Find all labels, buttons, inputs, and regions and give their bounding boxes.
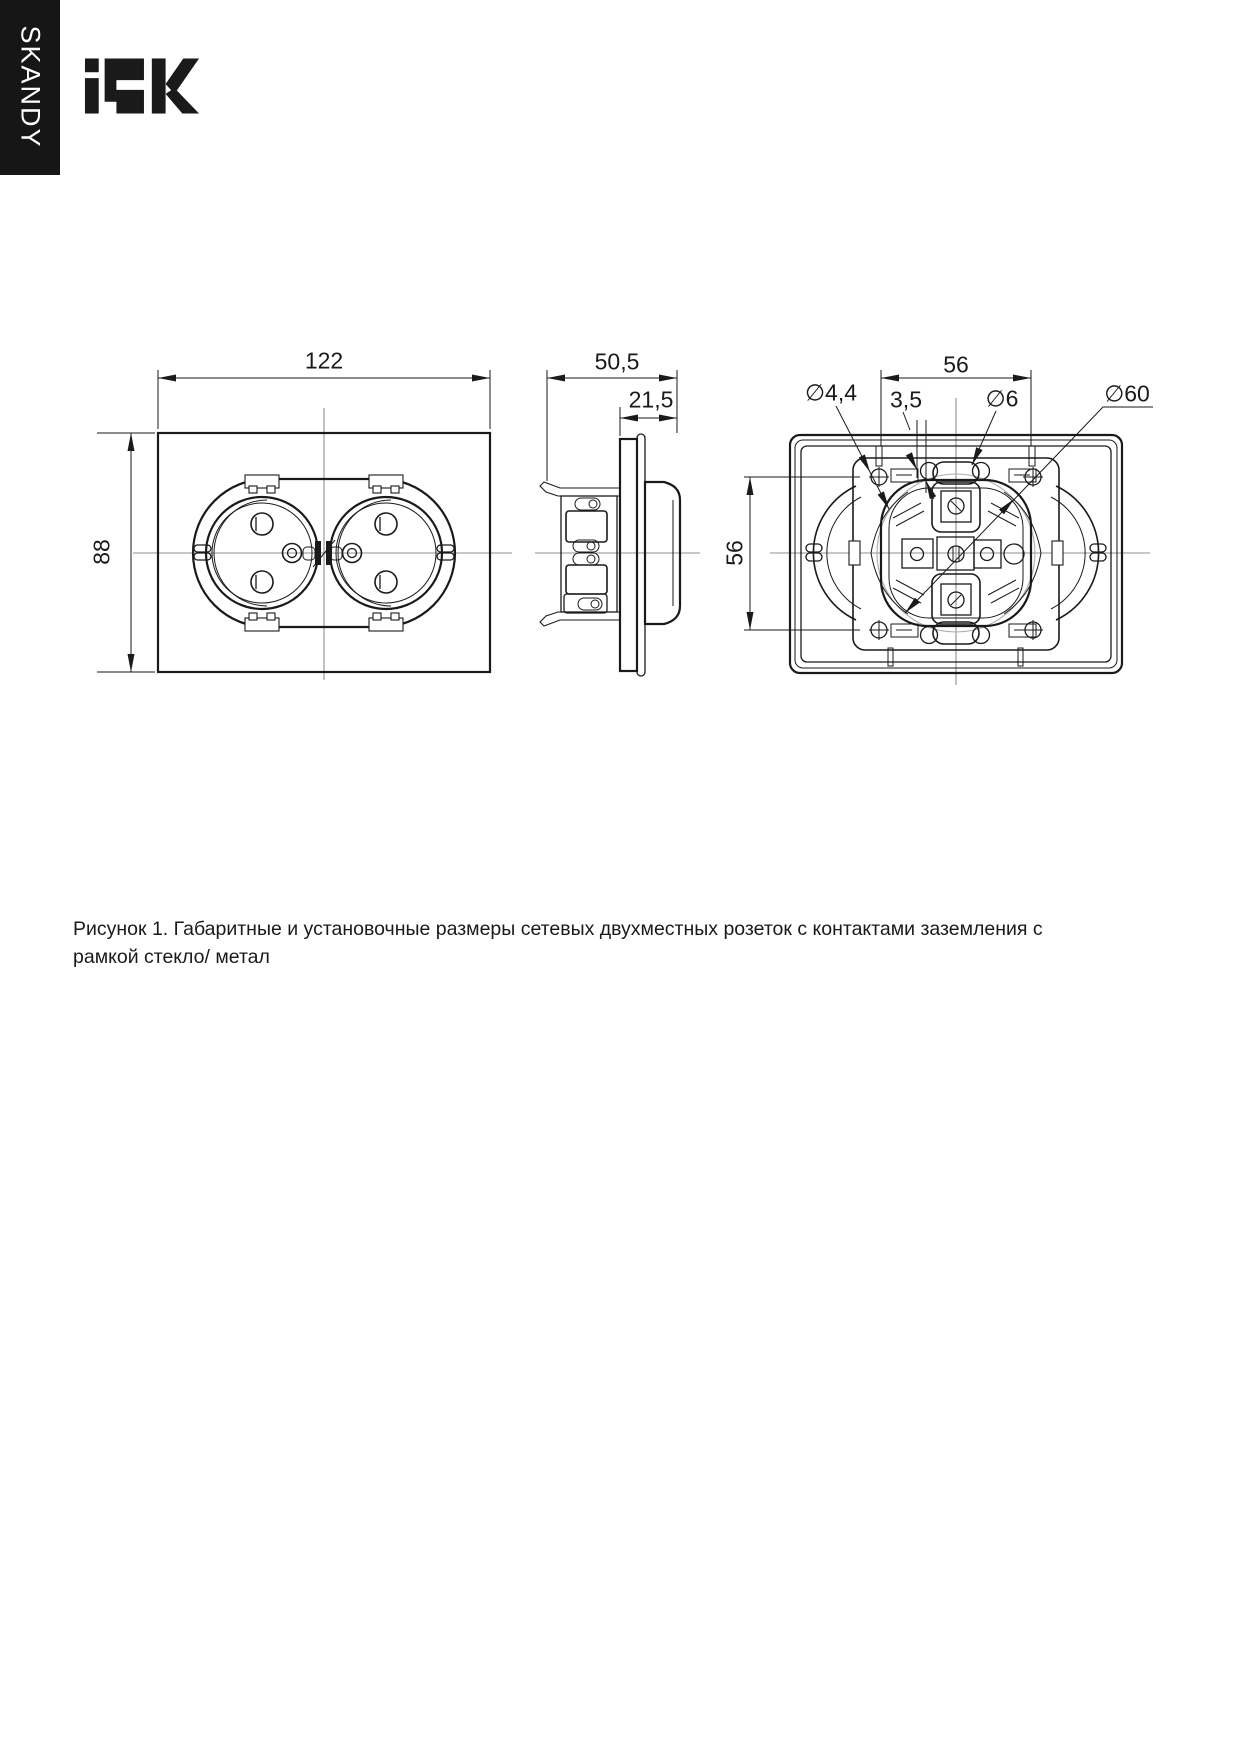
back-claw-bottom: [921, 574, 990, 644]
leader-d6: [972, 411, 996, 465]
figure-caption-line2: рамкой стекло/ метал: [73, 945, 270, 968]
dim-label-56-top: 56: [943, 351, 969, 378]
side-claw-bottom: [540, 612, 620, 626]
figure-caption-line1: Рисунок 1. Габаритные и установочные размеры сетевых двухместных розеток с контактами заземления с: [73, 918, 1043, 940]
dim-label-3-5: 3,5: [890, 386, 922, 413]
front-view: [97, 370, 512, 680]
dim-label-88: 88: [88, 539, 115, 565]
dim-label-d6: ∅6: [985, 385, 1019, 412]
side-suport-plate: [620, 439, 637, 671]
dim-label-21-5: 21,5: [628, 386, 674, 413]
back-view: [744, 370, 1153, 685]
dim-label-122: 122: [304, 347, 344, 374]
dim-label-50-5: 50,5: [594, 348, 640, 375]
figure-caption: [73, 916, 1193, 971]
leader-3-5: [903, 412, 936, 499]
side-view: [535, 370, 700, 676]
brand-series-label: SKANDY: [15, 25, 46, 149]
dim-label-d44: ∅4,4: [804, 379, 858, 406]
dim-label-d60: ∅60: [1104, 380, 1150, 407]
dim-label-56-left: 56: [721, 540, 748, 566]
side-frame-profile: [637, 434, 645, 676]
side-claw-top: [540, 482, 620, 496]
